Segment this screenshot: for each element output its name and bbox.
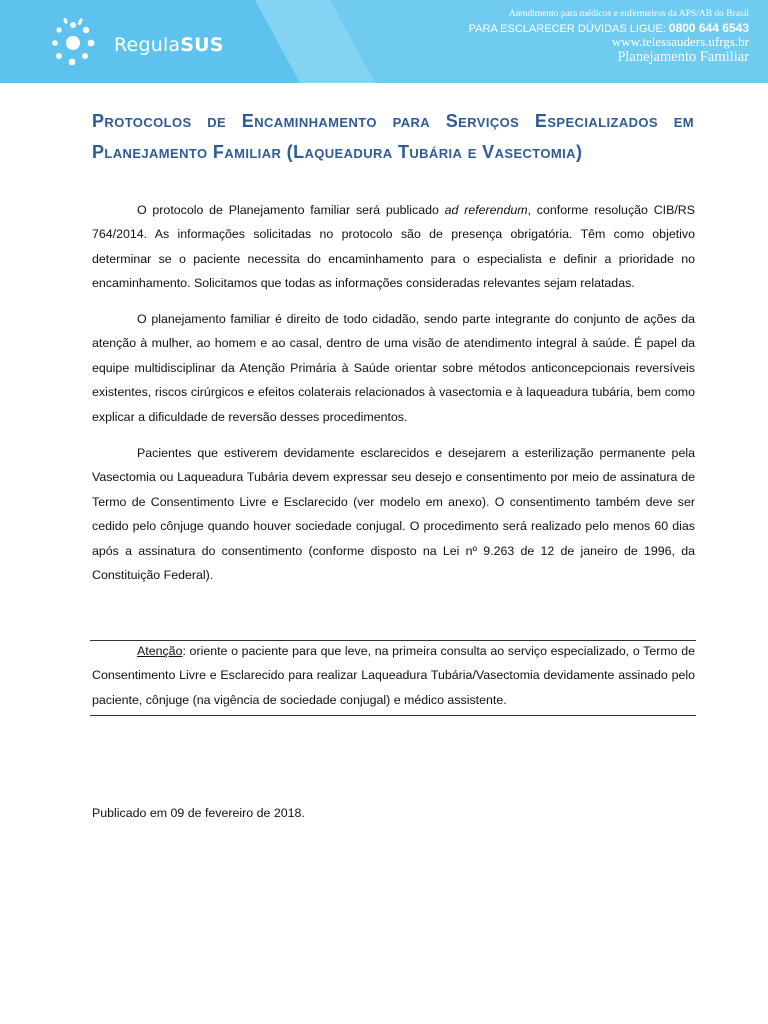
attention-body: : oriente o paciente para que leve, na primeira consulta ao serviço especializado, o Termo de Consentimento Livre e Esclarecido para realizar Laqueadura Tubária/Vasectomia devidamente assinado pelo paciente, cônjuge (na vigência de sociedade conjugal) e médico assistente.	[92, 644, 695, 707]
header-tagline: Atendimento para médicos e enfermeiros da APS/AB do Brasil	[508, 9, 749, 19]
brand-name	[114, 34, 224, 56]
paragraph-1-start: O protocolo de Planejamento familiar será publicado	[137, 203, 445, 217]
paragraph-2-text: O planejamento familiar é direito de todo cidadão, sendo parte integrante do conjunto de ações da atenção à mulher, ao homem e ao casal, dentro de uma visão de atendimento integral à saúde. É papel da equipe multidisciplinar da Atenção Primária à Saúde orientar sobre métodos anticoncepcionais reversíveis existentes, riscos cirúrgicos e efeitos colaterais relacionados à vasectomia e à laqueadura tubária, bem como explicar a dificuldade de reversão desses procedimentos.	[92, 312, 695, 424]
brand-suffix: SUS	[180, 34, 224, 56]
attention-box	[90, 640, 696, 716]
header-section: Planejamento Familiar	[617, 49, 749, 65]
attention-label: Atenção	[137, 644, 183, 658]
header-contact	[469, 10, 749, 67]
paragraph-1-italic: ad referendum	[444, 203, 528, 217]
publication-date: Publicado em 09 de fevereiro de 2018.	[92, 806, 305, 820]
phone-number: 0800 644 6543	[668, 21, 749, 35]
brand-prefix: Regula	[114, 34, 181, 56]
attention-text	[92, 639, 695, 712]
paragraph-3-text: Pacientes que estiverem devidamente esclarecidos e desejarem a esterilização permanente pela Vasectomia ou Laqueadura Tubária devem expressar seu desejo e consentimento por meio de assinatura de Termo de Consentimento Livre e Esclarecido (ver modelo em anexo). O consentimento também deve ser cedido pelo cônjuge quando houver sociedade conjugal. O procedimento será realizado pelo menos 60 dias após a assinatura do consentimento (conforme disposto na Lei nº 9.263 de 12 de janeiro de 1996, da Constituição Federal).	[92, 446, 695, 583]
paragraph-1	[92, 198, 695, 296]
phone-prefix: PARA ESCLARECER DÚVIDAS LIGUE:	[468, 23, 669, 35]
page-header	[0, 0, 768, 83]
paragraph-3	[92, 441, 695, 587]
document-title: Protocolos de Encaminhamento para Serviços Especializados em Planejamento Familiar (Laqueadura Tubária e Vasectomia)	[92, 111, 694, 162]
paragraph-2	[92, 307, 695, 429]
paragraph-1-end: , conforme resolução CIB/RS 764/2014. As informações solicitadas no protocolo são de presença obrigatória. Têm como objetivo determinar se o paciente necessita do encaminhamento para o especialista e definir a prioridade no encaminhamento. Solicitamos que todas as informações consideradas relevantes sejam relatadas.	[92, 203, 695, 291]
header-website: www.telessauders.ufrgs.br	[611, 34, 749, 49]
